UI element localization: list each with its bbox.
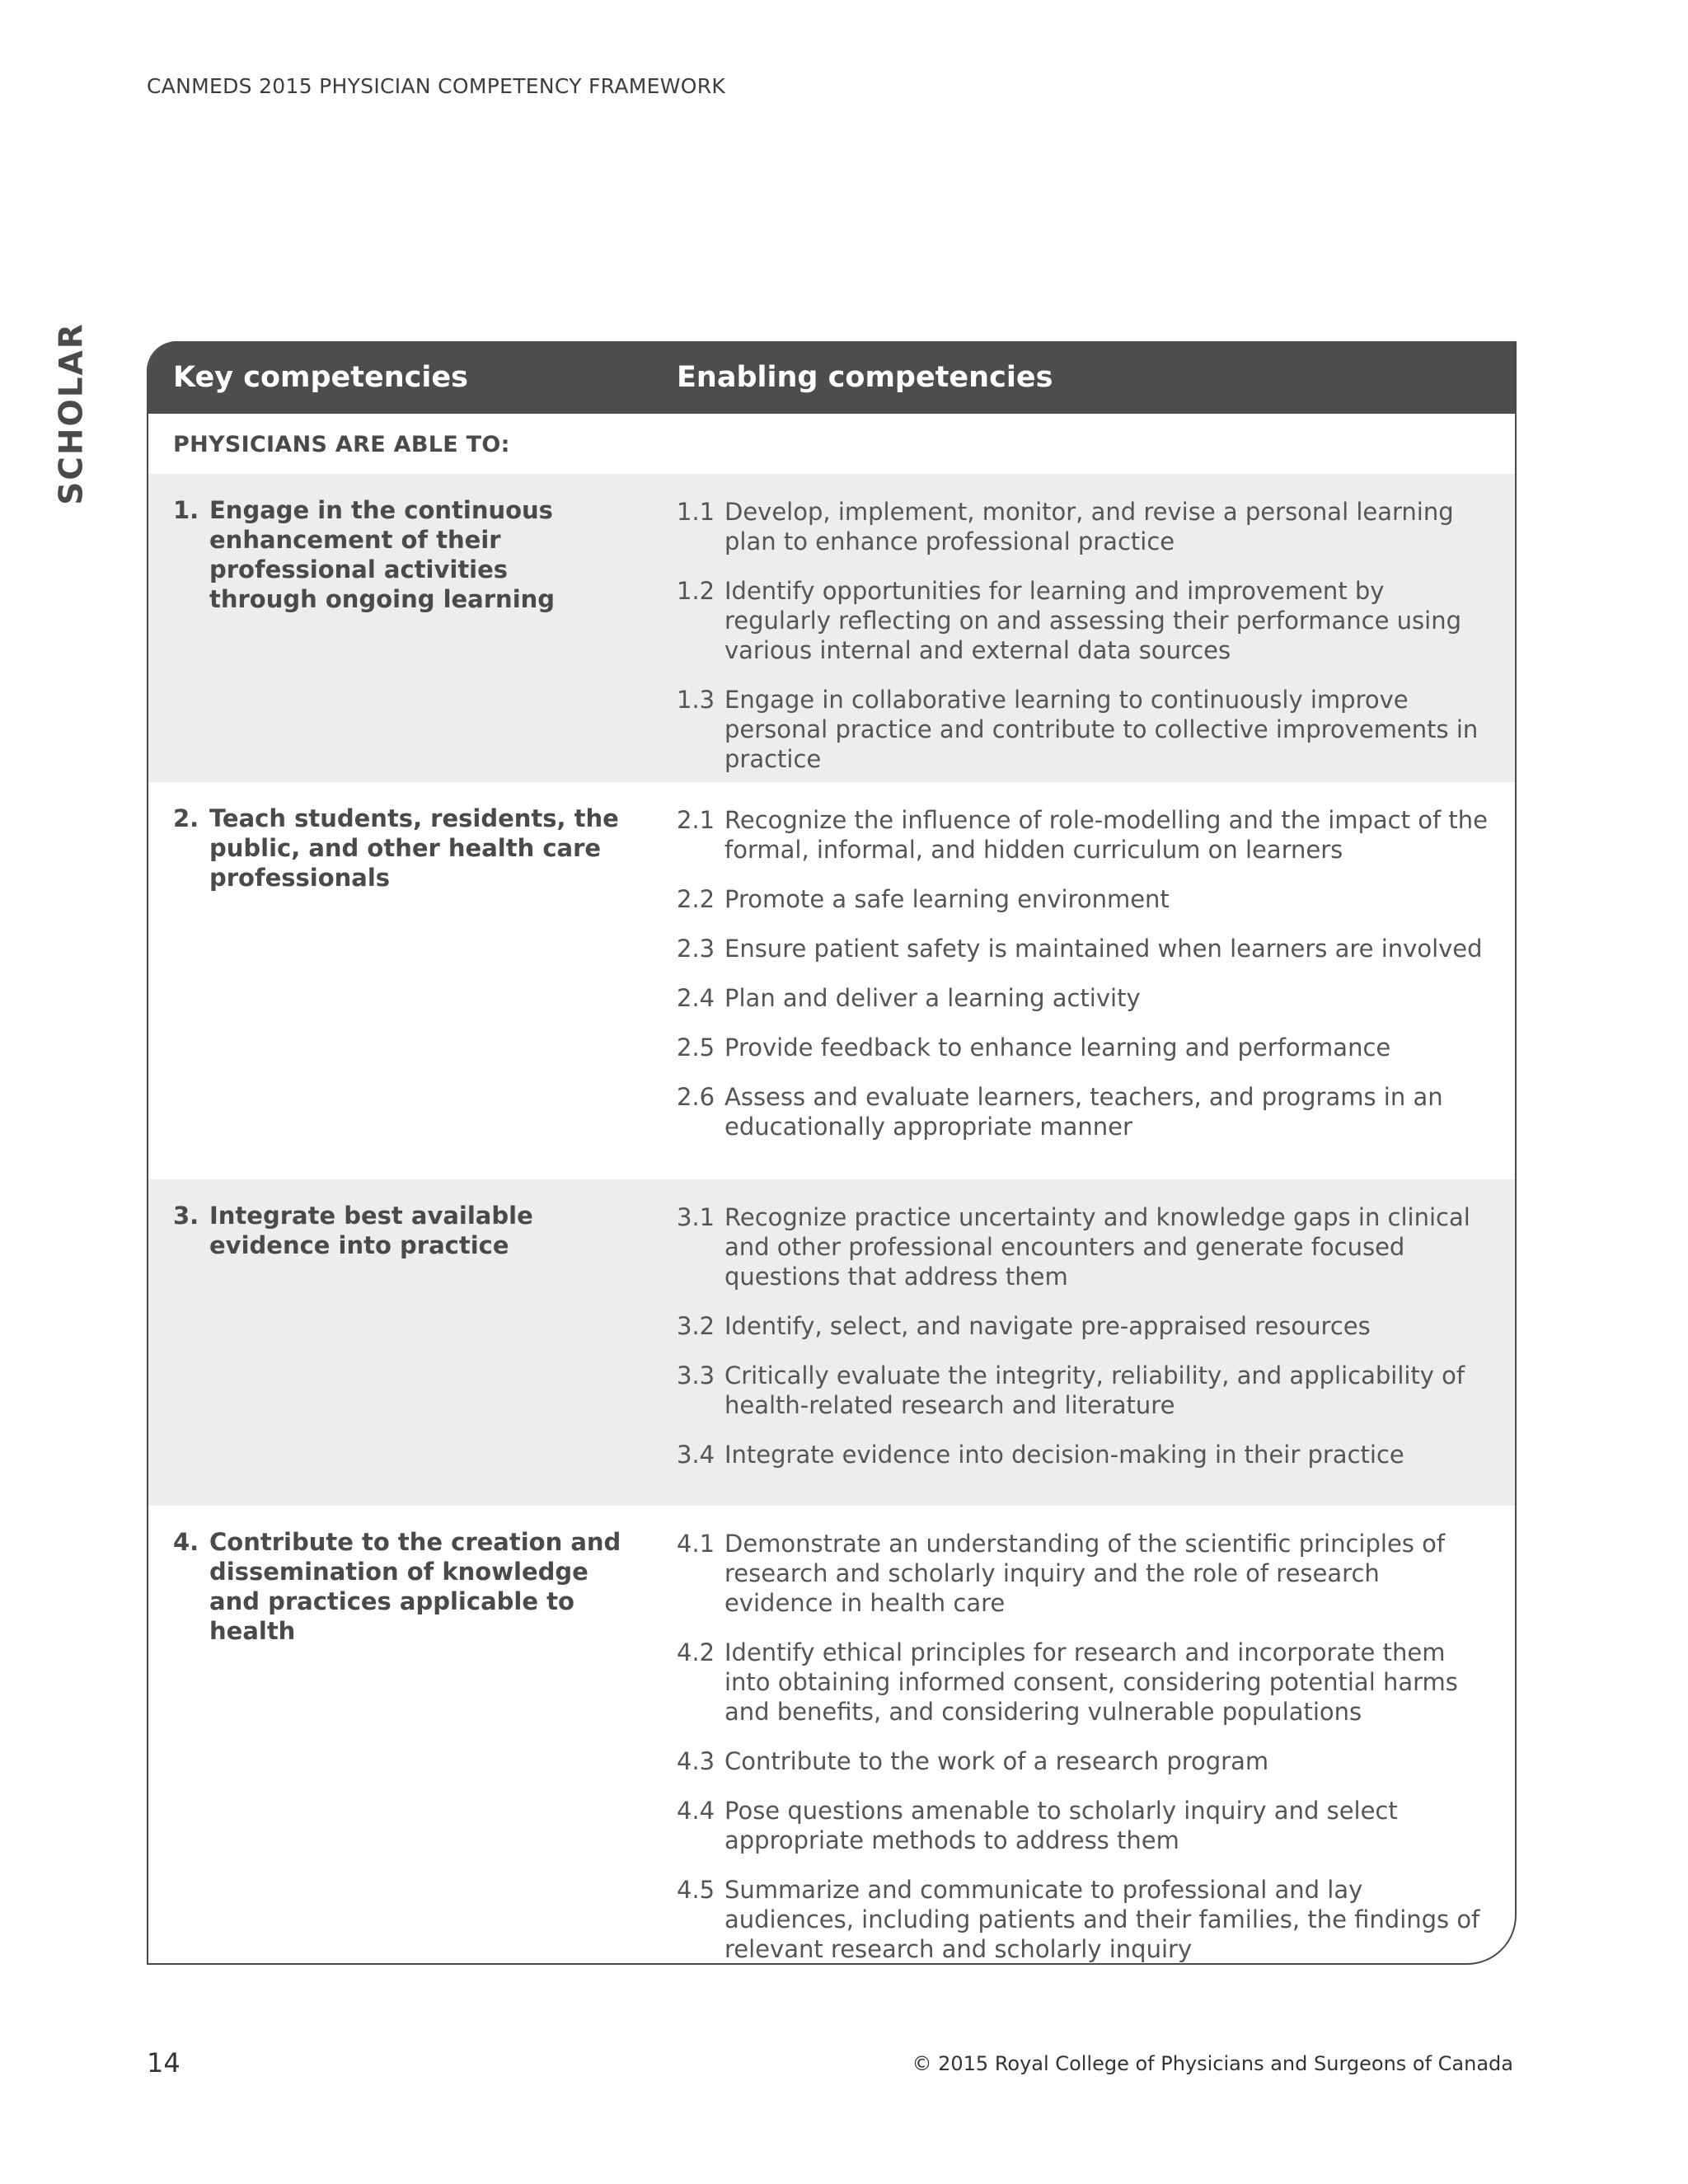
enabling-competency-number: 2.4 <box>677 984 715 1012</box>
enabling-competency-item <box>677 1440 1493 1469</box>
competency-table <box>147 341 1517 1965</box>
enabling-competency-number: 2.3 <box>677 935 715 963</box>
key-competency <box>173 495 635 614</box>
key-competency-text: Integrate best available evidence into practice <box>209 1202 533 1259</box>
enabling-competencies-header: Enabling competencies <box>677 361 1053 394</box>
running-header: CANMEDS 2015 PHYSICIAN COMPETENCY FRAMEWORK <box>147 74 726 98</box>
table-subheader: PHYSICIANS ARE ABLE TO: <box>173 432 510 457</box>
enabling-competency-item <box>677 1311 1493 1341</box>
enabling-competency-item <box>677 685 1493 774</box>
key-competency-number: 4. <box>173 1528 199 1556</box>
enabling-competency-text: Promote a safe learning environment <box>724 885 1170 913</box>
enabling-competency-text: Summarize and communicate to professional and lay audiences, including patients and their families, the findings of relevant research and scholarly inquiry <box>724 1876 1480 1963</box>
enabling-competency-item <box>677 884 1493 914</box>
enabling-competency-number: 2.6 <box>677 1083 715 1111</box>
competency-row-3 <box>148 1179 1515 1506</box>
enabling-competency-number: 2.5 <box>677 1033 715 1062</box>
section-side-tab <box>51 322 92 505</box>
enabling-competency-number: 2.2 <box>677 885 715 913</box>
enabling-competency-item <box>677 1638 1493 1727</box>
enabling-competency-item <box>677 805 1493 865</box>
enabling-competency-text: Identify opportunities for learning and improvement by regularly reflecting on and assessing their performance using various internal and external data sources <box>724 577 1462 664</box>
enabling-competency-text: Identify ethical principles for research and incorporate them into obtaining informed consent, considering potential harms and benefits, and considering vulnerable populations <box>724 1638 1458 1726</box>
competency-row-1 <box>148 474 1515 782</box>
key-competency-number: 2. <box>173 804 199 832</box>
enabling-competency-list <box>677 805 1493 1161</box>
competency-row-2 <box>148 782 1515 1179</box>
enabling-competency-text: Develop, implement, monitor, and revise a personal learning plan to enhance professional practice <box>724 498 1454 555</box>
key-competency-text: Teach students, residents, the public, and other health care professionals <box>209 804 619 892</box>
enabling-competency-text: Recognize practice uncertainty and knowledge gaps in clinical and other professional encounters and generate focused questions that address them <box>724 1203 1470 1291</box>
enabling-competency-number: 2.1 <box>677 806 715 834</box>
enabling-competency-item <box>677 1746 1493 1776</box>
enabling-competency-text: Engage in collaborative learning to continuously improve personal practice and contribute to collective improvements in practice <box>724 686 1479 773</box>
enabling-competency-list <box>677 1529 1493 1965</box>
enabling-competency-number: 3.3 <box>677 1361 715 1390</box>
table-header <box>148 341 1515 414</box>
key-competency-number: 1. <box>173 496 199 524</box>
section-side-tab-label: SCHOLAR <box>53 322 91 505</box>
enabling-competency-number: 4.4 <box>677 1797 715 1825</box>
enabling-competency-number: 1.3 <box>677 686 715 714</box>
enabling-competency-text: Ensure patient safety is maintained when learners are involved <box>724 935 1483 963</box>
enabling-competency-item <box>677 576 1493 665</box>
enabling-competency-item <box>677 1796 1493 1855</box>
key-competency-text: Contribute to the creation and dissemination of knowledge and practices applicable to health <box>209 1528 621 1645</box>
enabling-competency-item <box>677 1202 1493 1291</box>
enabling-competency-list <box>677 497 1493 794</box>
enabling-competency-text: Provide feedback to enhance learning and performance <box>724 1033 1391 1062</box>
enabling-competency-item <box>677 497 1493 556</box>
key-competency <box>173 1527 635 1646</box>
enabling-competency-item <box>677 1033 1493 1062</box>
enabling-competency-text: Demonstrate an understanding of the scientific principles of research and scholarly inquiry and the role of research evidence in health care <box>724 1530 1446 1617</box>
copyright-notice: © 2015 Royal College of Physicians and Surgeons of Canada <box>912 2052 1513 2075</box>
enabling-competency-text: Identify, select, and navigate pre-appraised resources <box>724 1312 1371 1340</box>
enabling-competency-item <box>677 1082 1493 1141</box>
enabling-competency-number: 4.2 <box>677 1638 715 1666</box>
enabling-competency-number: 4.1 <box>677 1530 715 1558</box>
enabling-competency-item <box>677 1875 1493 1964</box>
enabling-competency-item <box>677 1361 1493 1420</box>
key-competency <box>173 1201 635 1260</box>
enabling-competency-number: 3.4 <box>677 1441 715 1469</box>
enabling-competency-item <box>677 983 1493 1013</box>
enabling-competency-text: Assess and evaluate learners, teachers, and programs in an educationally appropriate manner <box>724 1083 1443 1141</box>
enabling-competency-text: Critically evaluate the integrity, reliability, and applicability of health-related research and literature <box>724 1361 1465 1419</box>
enabling-competency-number: 1.2 <box>677 577 715 605</box>
key-competency-text: Engage in the continuous enhancement of their professional activities through ongoing learning <box>209 496 556 613</box>
enabling-competency-number: 4.3 <box>677 1747 715 1775</box>
competency-row-4 <box>148 1506 1515 1965</box>
enabling-competency-text: Recognize the influence of role-modelling and the impact of the formal, informal, and hidden curriculum on learners <box>724 806 1488 864</box>
enabling-competency-number: 4.5 <box>677 1876 715 1904</box>
enabling-competency-item <box>677 934 1493 963</box>
key-competency-number: 3. <box>173 1202 199 1230</box>
key-competency <box>173 804 635 893</box>
enabling-competency-text: Integrate evidence into decision-making in their practice <box>724 1441 1404 1469</box>
enabling-competency-text: Contribute to the work of a research program <box>724 1747 1269 1775</box>
enabling-competency-item <box>677 1529 1493 1618</box>
page-number: 14 <box>147 2047 181 2079</box>
enabling-competency-number: 3.2 <box>677 1312 715 1340</box>
enabling-competency-number: 1.1 <box>677 498 715 526</box>
enabling-competency-list <box>677 1202 1493 1489</box>
enabling-competency-text: Plan and deliver a learning activity <box>724 984 1141 1012</box>
enabling-competency-number: 3.1 <box>677 1203 715 1231</box>
key-competencies-header: Key competencies <box>173 361 468 394</box>
enabling-competency-text: Pose questions amenable to scholarly inquiry and select appropriate methods to address them <box>724 1797 1398 1854</box>
